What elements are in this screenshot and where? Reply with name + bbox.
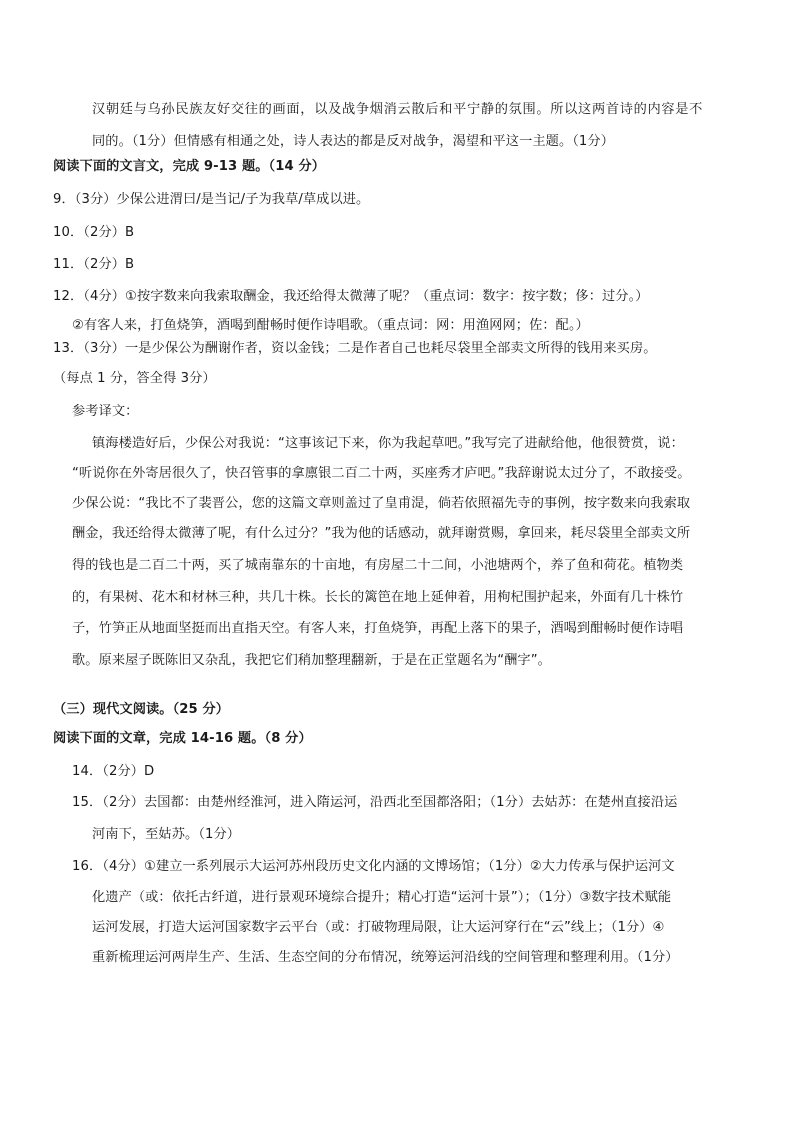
q12-answer-line-2: ②有客人来，打鱼烧笋，酒喝到酣畅时便作诗唱歌。（重点词：网：用渔网网；佐：配。） — [72, 318, 589, 333]
translation-line-1: 镇海楼造好后，少保公对我说：“这事该记下来，你为我起草吧。”我写完了进献给他，他很赞赏，说： — [92, 436, 684, 451]
q8-answer-line-1: 汉朝廷与乌孙民族友好交往的画面，以及战争烟消云散后和平宁静的氛围。所以这两首诗的内容是不 — [92, 102, 704, 117]
q16-answer-line-2: 化遗产（或：依托古纤道，进行景观环境综合提升；精心打造“运河十景”）；（1分）③数字技术赋能 — [92, 890, 672, 905]
q11-answer: 11．（2分）B — [53, 257, 135, 272]
translation-heading: 参考译文： — [72, 404, 139, 419]
translation-line-5: 得的钱也是二百二十两，买了城南靠东的十亩地，有房屋二十二间，小池塘两个，养了鱼和荷花。植物类 — [72, 558, 684, 573]
classical-section-heading: 阅读下面的文言文，完成 9-13 题。（14 分） — [53, 159, 326, 174]
translation-line-8: 歌。原来屋子既陈旧又杂乱，我把它们稍加整理翻新，于是在正堂题名为“酬字”。 — [72, 653, 551, 668]
q14-answer: 14．（2分）D — [72, 764, 155, 779]
q10-answer: 10．（2分）B — [53, 225, 135, 240]
q12-answer-line-1: 12．（4分）①按字数来向我索取酬金，我还给得太微薄了呢？（重点词：数字：按字数；侈：过分。） — [53, 289, 649, 304]
translation-line-4: 酬金，我还给得太微薄了呢，有什么过分？”我为他的话感动，就拜谢赏赐，拿回来，耗尽袋里全部卖文所 — [72, 526, 691, 541]
modern-passage-instruction: 阅读下面的文章，完成 14-16 题。（8 分） — [53, 731, 312, 746]
modern-reading-heading: （三）现代文阅读。（25 分） — [53, 702, 230, 717]
q13-answer: 13．（3分）一是少保公为酬谢作者，资以金钱；二是作者自己也耗尽袋里全部卖文所得的钱用来买房。 — [53, 341, 657, 356]
translation-line-6: 的，有果树、花木和材林三种，共几十株。长长的篱笆在地上延伸着，用枸杞围护起来，外面有几十株竹 — [72, 590, 684, 605]
q16-answer-line-4: 重新梳理运河两岸生产、生活、生态空间的分布情况，统筹运河沿线的空间管理和整理利用。（1分） — [92, 950, 679, 965]
translation-line-3: 少保公说：“我比不了裴晋公，您的这篇文章则盖过了皇甫湜，倘若依照福先寺的事例，按字数来向我索取 — [72, 496, 691, 511]
q15-answer-line-2: 河南下，至姑苏。（1分） — [92, 827, 241, 842]
q16-answer-line-1: 16．（4分）①建立一系列展示大运河苏州段历史文化内涵的文博场馆；（1分）②大力传承与保护运河文 — [72, 859, 675, 874]
q15-answer-line-1: 15．（2分）去国都：由楚州经淮河，进入隋运河，沿西北至国都洛阳；（1分）去姑苏：在楚州直接沿运 — [72, 795, 678, 810]
translation-line-7: 子，竹笋正从地面坚挺而出直指天空。有客人来，打鱼烧笋，再配上落下的果子，酒喝到酣畅时便作诗唱 — [72, 621, 684, 636]
q9-answer: 9．（3分）少保公进渭曰/是当记/子为我草/草成以进。 — [53, 192, 370, 207]
q13-scoring-note: （每点 1 分，答全得 3分） — [53, 371, 216, 386]
translation-line-2: “听说你在外寄居很久了，快召管事的拿廪银二百二十两，买座秀才庐吧。”我辞谢说太过分了，不敢接受。 — [72, 466, 691, 481]
q16-answer-line-3: 运河发展，打造大运河国家数字云平台（或：打破物理局限，让大运河穿行在“云”线上；（1分）④ — [92, 920, 665, 935]
q8-answer-line-2: 同的。（1分）但情感有相通之处，诗人表达的都是反对战争，渴望和平这一主题。（1分） — [92, 134, 614, 149]
